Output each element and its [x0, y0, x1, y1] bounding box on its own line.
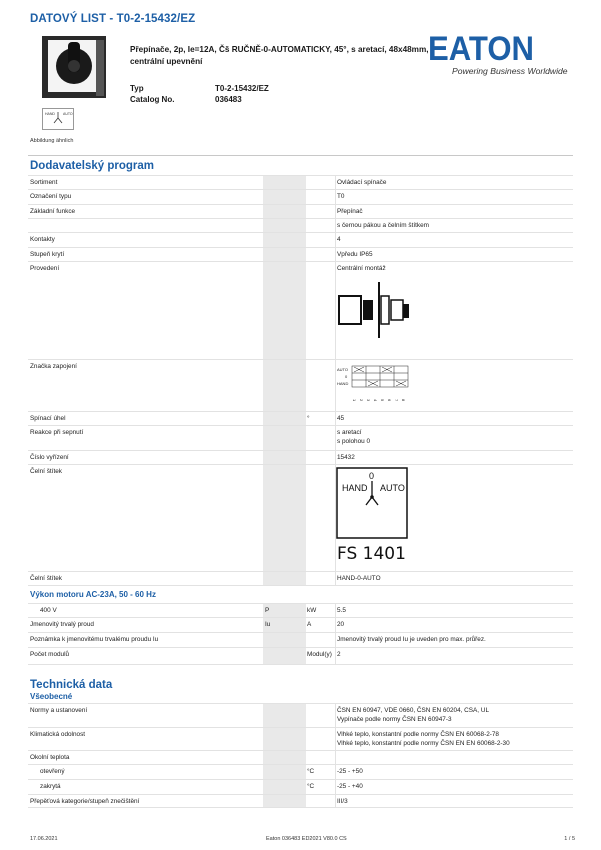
- product-description: Přepínače, 2p, Ie=12A, Čš RUČNĚ-0-AUTOMATICKY, 45°, s aretací, 48x48mm, centrální upevnění: [130, 45, 429, 66]
- row-value: HAND-0-AUTO: [337, 575, 381, 582]
- row-value: s aretací s polohou 0: [337, 429, 371, 445]
- footer-page: 1 / 5: [564, 836, 575, 842]
- row-label: Normy a ustanovení: [30, 707, 88, 714]
- row-label: Přepěťová kategorie/stupeň znečištění: [30, 798, 140, 805]
- svg-text:5: 5: [380, 399, 385, 402]
- table-row: [28, 603, 573, 617]
- divider: [28, 155, 573, 156]
- row-value: Přepínač: [337, 208, 363, 215]
- row-label: Číslo vyřízení: [30, 454, 69, 461]
- wiring-label-hand: HAND: [337, 381, 349, 386]
- row-value: 5.5: [337, 607, 346, 614]
- table-row: [28, 204, 573, 218]
- table-row: [28, 359, 573, 411]
- row-value: Ovládací spínače: [337, 179, 387, 186]
- section-title-technical: Technická data: [30, 679, 113, 691]
- row-label: 400 V: [40, 607, 57, 614]
- catalog-label: Catalog No.: [130, 95, 175, 104]
- wiring-label-0: 0: [345, 374, 348, 379]
- side-view-drawing: [337, 282, 412, 338]
- page-title: DATOVÝ LIST - T0-2-15432/EZ: [30, 13, 196, 25]
- row-value: Centrální montáž: [337, 265, 386, 272]
- footer-date: 17.06.2021: [30, 836, 58, 842]
- type-row: [130, 84, 269, 93]
- table-row: [28, 175, 573, 189]
- row-label: Provedení: [30, 265, 60, 272]
- table-row: [28, 218, 573, 232]
- type-label: Typ: [130, 84, 144, 93]
- row-unit: °C: [307, 783, 315, 790]
- svg-text:2: 2: [359, 399, 364, 402]
- row-value: 45: [337, 415, 345, 422]
- wiring-label-auto: AUTO: [337, 367, 349, 372]
- catalog-row: [130, 95, 242, 104]
- row-label: otevřený: [40, 768, 65, 775]
- row-value: 15432: [337, 454, 355, 461]
- row-label: Klimatická odolnost: [30, 731, 86, 738]
- table-row: [28, 411, 573, 425]
- svg-text:7: 7: [394, 399, 399, 402]
- row-value: -25 - +50: [337, 768, 363, 775]
- row-value: Vlhké teplo, konstantní podle normy ČSN EN 60068-2-78 Vlhké teplo, konstantní podle normy ČSN EN EN 60068-2-30: [337, 731, 510, 747]
- table-row: [28, 247, 573, 261]
- row-label: Označení typu: [30, 193, 72, 200]
- table-row: [28, 571, 573, 585]
- row-value: T0: [337, 193, 345, 200]
- row-value: -25 - +40: [337, 783, 363, 790]
- type-value: T0-2-15432/EZ: [215, 84, 269, 93]
- table-row: [28, 779, 573, 794]
- row-label: Počet modulů: [30, 651, 70, 658]
- wiring-diagram: [337, 363, 412, 411]
- row-label: Kontakty: [30, 236, 55, 243]
- row-value: Jmenovitý trvalý proud Iu je uveden pro max. průřez.: [337, 636, 486, 643]
- footer-doc: Eaton 036483 ED2021 V80.0 CS: [266, 836, 347, 842]
- table-row: [28, 464, 573, 571]
- svg-text:HAND: HAND: [45, 112, 55, 116]
- row-label: Čelní štítek: [30, 468, 62, 475]
- table-row: [28, 764, 573, 779]
- row-value: ČSN EN 60947, VDE 0660, ČSN EN 60204, CSA, UL Vypínače podle normy ČSN EN 60947-3: [337, 707, 490, 723]
- row-unit: °C: [307, 768, 315, 775]
- row-symbol: Iu: [265, 621, 271, 628]
- row-value: 2: [337, 651, 341, 658]
- plate-label-hand: HAND: [342, 483, 368, 493]
- row-label: Jmenovitý trvalý proud: [30, 621, 94, 628]
- section-title-motor: Výkon motoru AC-23A, 50 - 60 Hz: [30, 590, 156, 599]
- switch-symbol-icon: [42, 108, 74, 130]
- catalog-value: 036483: [215, 95, 242, 104]
- photo-caption: Abbildung ähnlich: [30, 138, 74, 144]
- row-value: s černou pákou a čelním štítkem: [337, 222, 429, 229]
- subsection-row: [28, 585, 573, 603]
- row-unit: kW: [307, 607, 317, 614]
- row-value: 4: [337, 236, 341, 243]
- row-value: III/3: [337, 798, 348, 805]
- row-unit: A: [307, 621, 312, 628]
- section-title-supplier: Dodavatelský program: [30, 160, 154, 172]
- table-row: [28, 632, 573, 647]
- table-row: [28, 617, 573, 632]
- table-row: [28, 232, 573, 247]
- row-label: Spínací úhel: [30, 415, 66, 422]
- row-label: Sortiment: [30, 179, 58, 186]
- plate-code: FS 1401: [337, 544, 406, 564]
- row-value: 20: [337, 621, 345, 628]
- table-row: [28, 750, 573, 764]
- table-row: [28, 450, 573, 464]
- row-label: Základní funkce: [30, 208, 76, 215]
- svg-text:6: 6: [387, 399, 392, 402]
- row-label: zakrytá: [40, 783, 61, 790]
- svg-text:AUTO: AUTO: [63, 112, 73, 116]
- row-unit: °: [307, 415, 310, 422]
- footer: [30, 836, 575, 842]
- logo-text: EATON: [428, 30, 534, 68]
- table-row: [28, 794, 573, 808]
- subsection-title-general: Všeobecné: [30, 692, 73, 701]
- svg-text:8: 8: [401, 399, 406, 402]
- row-label: Okolní teplota: [30, 754, 70, 761]
- row-unit: Modul(y): [307, 651, 332, 658]
- plate-label-0: 0: [369, 471, 375, 481]
- row-label: Značka zapojení: [30, 363, 77, 370]
- table-row: [28, 261, 573, 359]
- row-label: Čelní štítek: [30, 575, 62, 582]
- table-row: [28, 425, 573, 450]
- row-label: Reakce při sepnutí: [30, 429, 84, 436]
- plate-label-auto: AUTO: [380, 483, 405, 493]
- svg-text:4: 4: [373, 399, 378, 402]
- table-row: [28, 189, 573, 204]
- row-value: Vpředu IP65: [337, 251, 373, 258]
- product-photo: [38, 30, 110, 102]
- svg-text:3: 3: [366, 399, 371, 402]
- table-row: [28, 647, 573, 665]
- row-label: Stupeň krytí: [30, 251, 65, 258]
- front-plate-drawing: [336, 467, 408, 539]
- row-symbol: P: [265, 607, 270, 614]
- svg-text:1: 1: [352, 399, 357, 402]
- table-row: [28, 703, 573, 727]
- row-label: Poznámka k jmenovitému trvalému proudu Iu: [30, 636, 159, 643]
- tagline: Powering Business Worldwide: [452, 66, 568, 76]
- table-row: [28, 727, 573, 750]
